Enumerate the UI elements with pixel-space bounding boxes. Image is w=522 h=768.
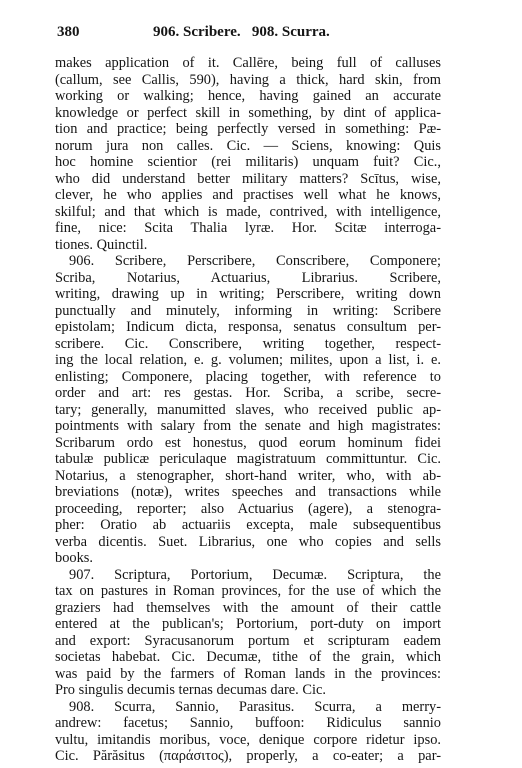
text-line: tax on pastures in Roman provinces, for the use of which the bbox=[55, 583, 441, 599]
text-line: clever, he who applies and practises well what he knows, bbox=[55, 187, 441, 203]
text-line: pointments with salary from the senate and high magistrates: bbox=[55, 418, 441, 434]
text-line: scribere. Cic. Conscribere, writing together, respect- bbox=[55, 335, 441, 352]
text-line: knowledge or perfect skill in something, by dint of applica- bbox=[55, 104, 441, 121]
page-number: 380 bbox=[57, 24, 80, 40]
text-line: proceeding, reporter; also Actuarius (agere), a stenogra- bbox=[55, 500, 441, 517]
text-line: fine, nice: Scita Thalia lyræ. Hor. Scitæ interroga- bbox=[55, 220, 441, 236]
text-line: andrew: facetus; Sannio, buffoon: Ridiculus sannio bbox=[55, 715, 441, 731]
text-line: punctually and minutely, informing in writing: Scribere bbox=[55, 302, 441, 319]
text-line: skilful; and that which is made, contrived, with intelligence, bbox=[55, 203, 441, 220]
running-head-title: 906. Scribere. 908. Scurra. bbox=[153, 24, 330, 40]
text-line: writing, drawing up in writing; Perscribere, writing down bbox=[55, 286, 441, 302]
text-line: 908. Scurra, Sannio, Parasitus. Scurra, a merry- bbox=[69, 698, 441, 715]
text-line: epistolam; Indicum dicta, responsa, senatus consultum per- bbox=[55, 319, 441, 335]
text-line: societas habebat. Cic. Decumæ, tithe of the grain, which bbox=[55, 649, 441, 665]
text-line: ing the local relation, e. g. volumen; milites, upon a list, i. e. bbox=[55, 352, 441, 368]
text-line: vultu, imitandis moribus, voce, denique corpore ridetur ipso. bbox=[55, 731, 441, 748]
text-line: norum jura non calles. Cic. — Sciens, knowing: Quis bbox=[55, 137, 441, 154]
text-line: Pro singulis decumis ternas decumas dare. Cic. bbox=[55, 682, 326, 698]
text-line: verba dicentis. Suet. Librarius, one who copies and sells bbox=[55, 533, 441, 550]
text-line: Notarius, a stenographer, short-hand writer, who, with ab- bbox=[55, 467, 441, 484]
text-line: order and art: res gestas. Hor. Scriba, a scribe, secre- bbox=[55, 385, 441, 401]
text-line: hoc homine scientior (rei militaris) unquam fuit? Cic., bbox=[55, 154, 441, 170]
text-line: Scribarum ordo est honestus, quod eorum hominum fidei bbox=[55, 434, 441, 451]
body-text bbox=[55, 55, 441, 765]
text-line: graziers had themselves with the amount of their cattle bbox=[55, 599, 441, 616]
text-line: enlisting; Componere, placing together, with reference to bbox=[55, 368, 441, 385]
text-line: (callum, see Callis, 590), having a thick, hard skin, from bbox=[55, 71, 441, 88]
text-line: tabulæ publicæ periculaque magistratuum committuntur. Cic. bbox=[55, 451, 441, 467]
text-line: who did understand better military matters? Scītus, wise, bbox=[55, 170, 441, 187]
text-line: was paid by the farmers of Roman lands in the provinces: bbox=[55, 665, 441, 682]
text-line: tary; generally, manumitted slaves, who received public ap- bbox=[55, 401, 441, 418]
text-line: tion and practice; being perfectly versed in something: Pæ- bbox=[55, 121, 441, 137]
text-line: 906. Scribere, Perscribere, Conscribere, Componere; bbox=[69, 253, 441, 269]
text-line: and export: Syracusanorum portum et scripturam eadem bbox=[55, 632, 441, 649]
text-line: Scriba, Notarius, Actuarius, Librarius. Scribere, bbox=[55, 269, 441, 286]
text-line: entered at the publican's; Portorium, port-duty on import bbox=[55, 616, 441, 632]
text-line: pher: Oratio ab actuariis excepta, male subsequentibus bbox=[55, 517, 441, 533]
running-head bbox=[57, 24, 443, 48]
text-line: 907. Scriptura, Portorium, Decumæ. Scriptura, the bbox=[69, 566, 441, 583]
text-line: makes application of it. Callēre, being full of calluses bbox=[55, 55, 441, 71]
text-line: Cic. Părăsitus (παράσιτος), properly, a co-eater; a par- bbox=[55, 748, 441, 764]
text-line: working or walking; hence, having gained an accurate bbox=[55, 88, 441, 104]
text-line: books. bbox=[55, 550, 93, 566]
text-line: tiones. Quinctil. bbox=[55, 236, 148, 253]
text-line: breviations (notæ), writes speeches and transactions while bbox=[55, 484, 441, 500]
